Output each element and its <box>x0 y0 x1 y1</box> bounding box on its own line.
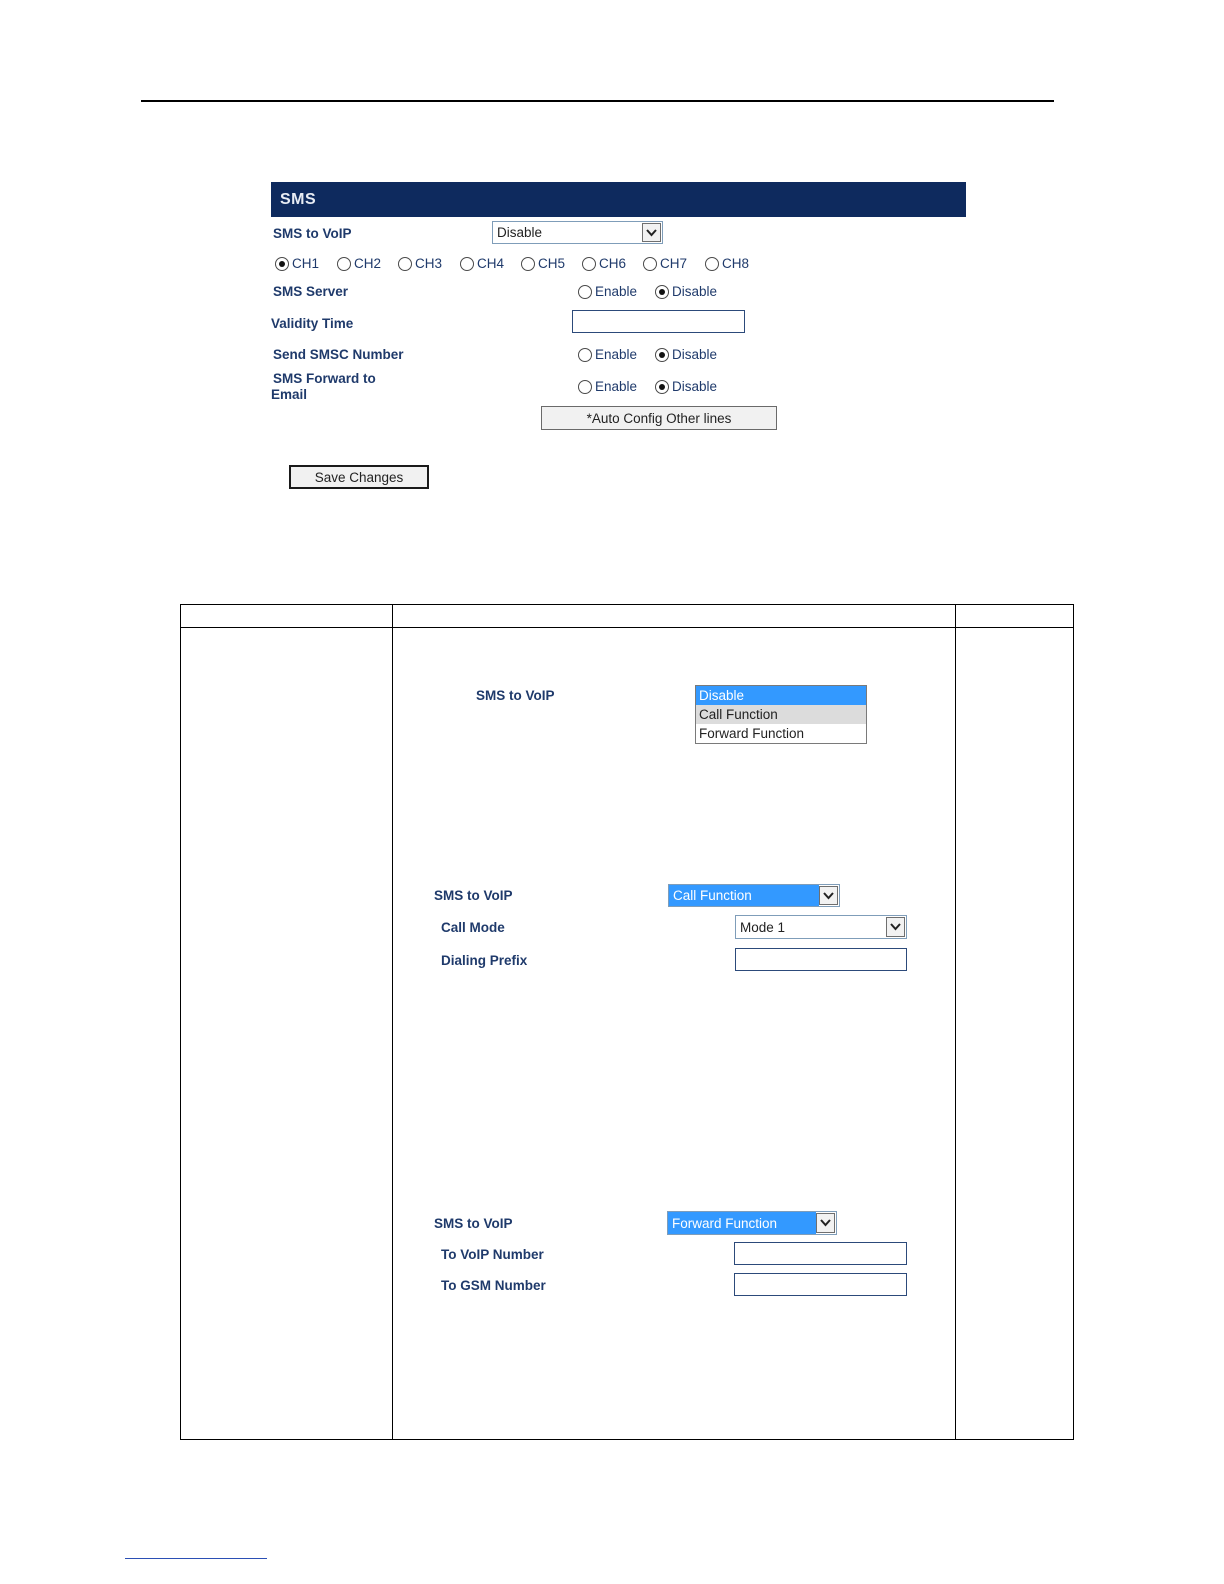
dropdown-option-disable[interactable]: Disable <box>696 686 866 705</box>
example3-sms-to-voip-label: SMS to VoIP <box>434 1216 513 1231</box>
radio-icon <box>578 380 592 394</box>
to-gsm-number-label: To GSM Number <box>441 1278 546 1293</box>
radio-icon <box>460 257 474 271</box>
footer-rule <box>125 1558 267 1559</box>
channel-label: CH3 <box>415 256 443 271</box>
chevron-down-icon[interactable] <box>816 1213 835 1233</box>
sms-to-voip-dropdown-list[interactable] <box>695 685 867 744</box>
channel-label: CH1 <box>292 256 320 271</box>
radio-label: Disable <box>672 284 718 299</box>
radio-icon <box>578 285 592 299</box>
radio-label: Disable <box>672 347 718 362</box>
channel-label: CH6 <box>599 256 627 271</box>
channel-radio-ch6[interactable] <box>582 256 626 271</box>
radio-label: Enable <box>595 347 638 362</box>
panel-title: SMS <box>271 182 966 217</box>
radio-icon <box>655 285 669 299</box>
channel-radio-ch1[interactable] <box>275 256 319 271</box>
call-mode-label: Call Mode <box>441 920 505 935</box>
radio-label: Enable <box>595 379 638 394</box>
call-mode-select[interactable] <box>735 915 907 939</box>
sms-forward-label-line2: Email <box>271 387 308 402</box>
sms-forward-disable-radio[interactable] <box>655 379 717 394</box>
table-border-top <box>180 604 1074 605</box>
table-border-bottom <box>180 1439 1074 1440</box>
send-smsc-disable-radio[interactable] <box>655 347 717 362</box>
sms-forward-label-line1: SMS Forward to <box>273 371 376 386</box>
channel-label: CH8 <box>722 256 750 271</box>
sms-to-voip-label: SMS to VoIP <box>273 226 352 241</box>
chevron-down-icon[interactable] <box>642 223 661 242</box>
example2-sms-to-voip-select[interactable] <box>668 884 840 907</box>
table-border-right <box>1073 604 1074 1440</box>
radio-icon <box>521 257 535 271</box>
table-column-divider <box>955 604 956 1440</box>
channel-radio-ch3[interactable] <box>398 256 442 271</box>
channel-radio-ch8[interactable] <box>705 256 749 271</box>
sms-server-disable-radio[interactable] <box>655 284 717 299</box>
to-voip-number-input[interactable] <box>734 1242 907 1265</box>
sms-server-label: SMS Server <box>273 284 349 299</box>
radio-label: Disable <box>672 379 718 394</box>
validity-time-label: Validity Time <box>271 316 354 331</box>
radio-icon <box>337 257 351 271</box>
validity-time-input[interactable] <box>572 310 745 333</box>
channel-radio-ch4[interactable] <box>460 256 504 271</box>
table-column-divider <box>392 604 393 1440</box>
radio-icon <box>398 257 412 271</box>
radio-icon <box>655 380 669 394</box>
example2-sms-to-voip-value: Call Function <box>669 885 819 906</box>
radio-icon <box>275 257 289 271</box>
chevron-down-icon[interactable] <box>886 917 905 937</box>
channel-radio-ch2[interactable] <box>337 256 381 271</box>
channel-radio-ch5[interactable] <box>521 256 565 271</box>
radio-icon <box>643 257 657 271</box>
channel-label: CH5 <box>538 256 566 271</box>
send-smsc-enable-radio[interactable] <box>578 347 637 362</box>
channel-radio-ch7[interactable] <box>643 256 687 271</box>
header-rule <box>141 100 1054 102</box>
radio-icon <box>655 348 669 362</box>
table-header-divider <box>180 627 1074 628</box>
dropdown-option-forward-function[interactable]: Forward Function <box>699 726 805 741</box>
call-mode-value: Mode 1 <box>740 919 786 935</box>
sms-forward-enable-radio[interactable] <box>578 379 637 394</box>
example2-sms-to-voip-label: SMS to VoIP <box>434 888 513 903</box>
dialing-prefix-label: Dialing Prefix <box>441 953 528 968</box>
to-voip-number-label: To VoIP Number <box>441 1247 544 1262</box>
example1-sms-to-voip-label: SMS to VoIP <box>476 688 555 703</box>
radio-label: Enable <box>595 284 638 299</box>
radio-icon <box>582 257 596 271</box>
dialing-prefix-input[interactable] <box>735 948 907 971</box>
radio-icon <box>578 348 592 362</box>
sms-server-enable-radio[interactable] <box>578 284 637 299</box>
sms-to-voip-value: Disable <box>497 225 543 240</box>
radio-icon <box>705 257 719 271</box>
table-border-left <box>180 604 181 1440</box>
channel-label: CH7 <box>660 256 688 271</box>
save-changes-button[interactable]: Save Changes <box>289 465 429 489</box>
channel-label: CH4 <box>477 256 505 271</box>
example3-sms-to-voip-select[interactable] <box>667 1211 837 1235</box>
send-smsc-label: Send SMSC Number <box>273 347 404 362</box>
auto-config-button[interactable]: *Auto Config Other lines <box>541 406 777 430</box>
dropdown-option-call-function[interactable]: Call Function <box>696 705 866 724</box>
channel-label: CH2 <box>354 256 382 271</box>
sms-to-voip-select[interactable] <box>492 221 663 244</box>
example3-sms-to-voip-value: Forward Function <box>668 1212 816 1234</box>
to-gsm-number-input[interactable] <box>734 1273 907 1296</box>
chevron-down-icon[interactable] <box>819 886 838 905</box>
